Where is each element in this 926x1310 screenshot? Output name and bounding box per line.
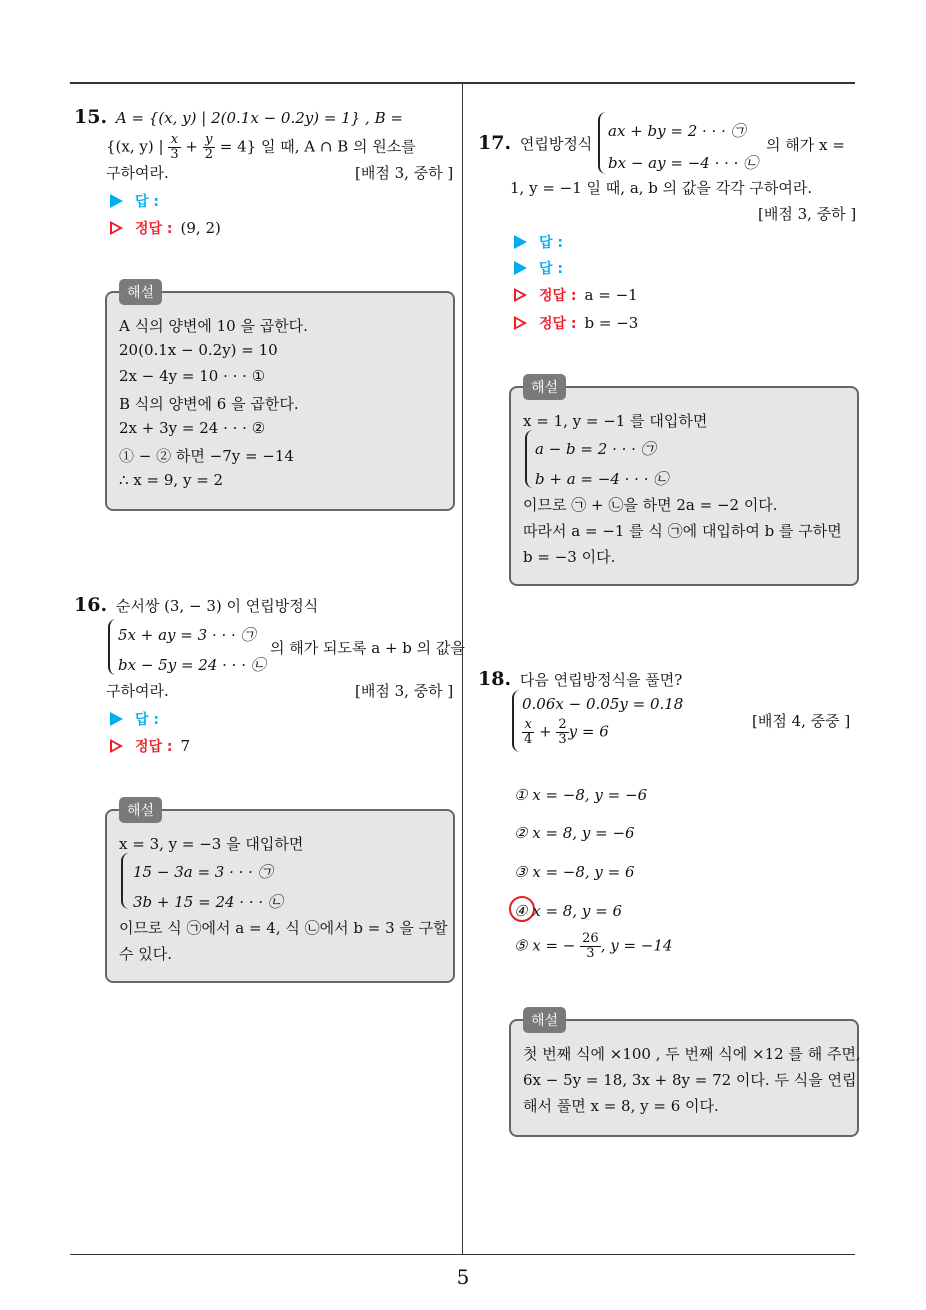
solution-tag: 해설 (119, 797, 162, 823)
play-icon (110, 194, 123, 208)
brace (121, 853, 129, 909)
q15-answer-row: 답 : (110, 191, 159, 211)
fraction: $\frac{26}{3}$ (582, 931, 599, 961)
q17-sys2: bx − ay = −4 · · · ㉡ (608, 154, 759, 172)
choice-5[interactable]: ⑤ x = − $\frac{26}{3}$ , y = −14 (514, 931, 673, 961)
q17-sol-sys: a − b = 2 · · · ㉠ (535, 440, 656, 458)
q17-correct-row-2: 정답 : b = −3 (514, 313, 638, 333)
choice-4[interactable]: ④ x = 8, y = 6 (514, 902, 622, 920)
q17-line2: 1, y = −1 일 때, a, b 의 값을 각각 구하여라. (510, 179, 813, 197)
q18-line1: 18. 다음 연립방정식을 풀면? (478, 668, 683, 690)
q15-correct-row: 정답 : (9, 2) (110, 218, 221, 238)
q17-score: [배점 3, 중하 ] (758, 205, 857, 223)
fraction: $\frac{2}{3}$ (558, 717, 567, 747)
fraction: $\frac{y}{2}$ (204, 132, 213, 162)
q16-sol-sys: 15 − 3a = 3 · · · ㉠ (133, 863, 273, 881)
brace (525, 430, 533, 488)
q17-number: 17. (478, 132, 512, 154)
q15-line2: {(x, y) | $\frac{x}{3}$ + $\frac{y}{2}$ = 4} 일 때, A ∩ B 의 원소를 (106, 132, 416, 162)
solution-tag: 해설 (523, 374, 566, 400)
q15-sol-line: 2x + 3y = 24 · · · ② (119, 419, 266, 437)
fraction: $\frac{x}{3}$ (170, 132, 179, 162)
q15-sol-line: ∴ x = 9, y = 2 (119, 471, 224, 489)
q17-sol-line: b = −3 이다. (523, 548, 616, 566)
choice-2[interactable]: ② x = 8, y = −6 (514, 824, 635, 842)
q15-sol-line: ① − ② 하면 −7y = −14 (119, 447, 294, 465)
q18-score: [배점 4, 중중 ] (752, 712, 851, 730)
brace (108, 619, 116, 675)
q18-sol-line: 해서 풀면 x = 8, y = 6 이다. (523, 1097, 719, 1115)
fraction: $\frac{x}{4}$ (524, 717, 533, 747)
q17-answer-row-2: 답 : (514, 258, 563, 278)
q15-sol-line: B 식의 양변에 6 을 곱한다. (119, 395, 299, 413)
q16-sol-line: 수 있다. (119, 945, 173, 963)
q15-sol-line: A 식의 양변에 10 을 곱한다. (119, 317, 308, 335)
solution-tag: 해설 (119, 279, 162, 305)
choice-3[interactable]: ③ x = −8, y = 6 (514, 863, 635, 881)
q17-sol-line: 이므로 ㉠ + ㉡을 하면 2a = −2 이다. (523, 496, 778, 514)
column-divider (462, 82, 463, 1255)
q16-line1: 16. 순서쌍 (3, − 3) 이 연립방정식 (74, 594, 319, 616)
play-outline-icon (110, 221, 123, 235)
play-outline-icon (514, 316, 527, 330)
q16-sys2: bx − 5y = 24 · · · ㉡ (118, 656, 266, 674)
play-outline-icon (514, 288, 527, 302)
q16-sol-line: 이므로 식 ㉠에서 a = 4, 식 ㉡에서 b = 3 을 구할 (119, 919, 448, 937)
q17-sol-line: 따라서 a = −1 를 식 ㉠에 대입하여 b 를 구하면 (523, 522, 842, 540)
q15-number: 15. (74, 106, 108, 128)
play-outline-icon (110, 739, 123, 753)
bottom-rule (70, 1254, 855, 1255)
page-number: 5 (456, 1265, 470, 1289)
q16-solution-box (105, 803, 455, 983)
q15-sol-line: 2x − 4y = 10 · · · ① (119, 367, 266, 385)
q15-sol-line: 20(0.1x − 0.2y) = 10 (119, 341, 278, 359)
q17-side: 의 해가 x = (766, 136, 845, 154)
q16-sys1: 5x + ay = 3 · · · ㉠ (118, 626, 256, 644)
choice-1[interactable]: ① x = −8, y = −6 (514, 786, 648, 804)
q15-line3: 구하여라. (106, 164, 169, 182)
q16-side: 의 해가 되도록 a + b 의 값을 (270, 639, 465, 657)
q16-line3: 구하여라. (106, 682, 169, 700)
q17-solution-box (509, 380, 859, 586)
q18-sys2: $\frac{x}{4}$ + $\frac{2}{3}$ y = 6 (524, 717, 609, 747)
q18-sol-line: 첫 번째 식에 ×100 , 두 번째 식에 ×12 를 해 주면, (523, 1045, 861, 1063)
brace (598, 112, 606, 174)
q15-score: [배점 3, 중하 ] (355, 164, 454, 182)
play-icon (514, 235, 527, 249)
q17-correct-row-1: 정답 : a = −1 (514, 285, 638, 305)
solution-tag: 해설 (523, 1007, 566, 1033)
q18-number: 18. (478, 668, 512, 690)
q15-solution-box (105, 285, 455, 511)
q16-correct-row: 정답 : 7 (110, 736, 190, 756)
q16-score: [배점 3, 중하 ] (355, 682, 454, 700)
q17-answer-row-1: 답 : (514, 232, 563, 252)
q17-sol-sys: b + a = −4 · · · ㉡ (535, 470, 669, 488)
q16-sol-line: x = 3, y = −3 을 대입하면 (119, 835, 304, 853)
q18-sys1: 0.06x − 0.05y = 0.18 (522, 695, 684, 713)
q17-sys1: ax + by = 2 · · · ㉠ (608, 122, 746, 140)
q17-sol-line: x = 1, y = −1 를 대입하면 (523, 412, 708, 430)
play-icon (514, 261, 527, 275)
q16-sol-sys: 3b + 15 = 24 · · · ㉡ (133, 893, 283, 911)
brace (512, 690, 520, 752)
q16-number: 16. (74, 594, 108, 616)
q15-line1: 15. A = {(x, y) | 2(0.1x − 0.2y) = 1} , B = (74, 106, 403, 128)
q18-sol-line: 6x − 5y = 18, 3x + 8y = 72 이다. 두 식을 연립 (523, 1071, 857, 1089)
play-icon (110, 712, 123, 726)
q16-answer-row: 답 : (110, 709, 159, 729)
q17-line1: 17. 연립방정식 (478, 132, 593, 154)
q18-solution-box (509, 1013, 861, 1137)
